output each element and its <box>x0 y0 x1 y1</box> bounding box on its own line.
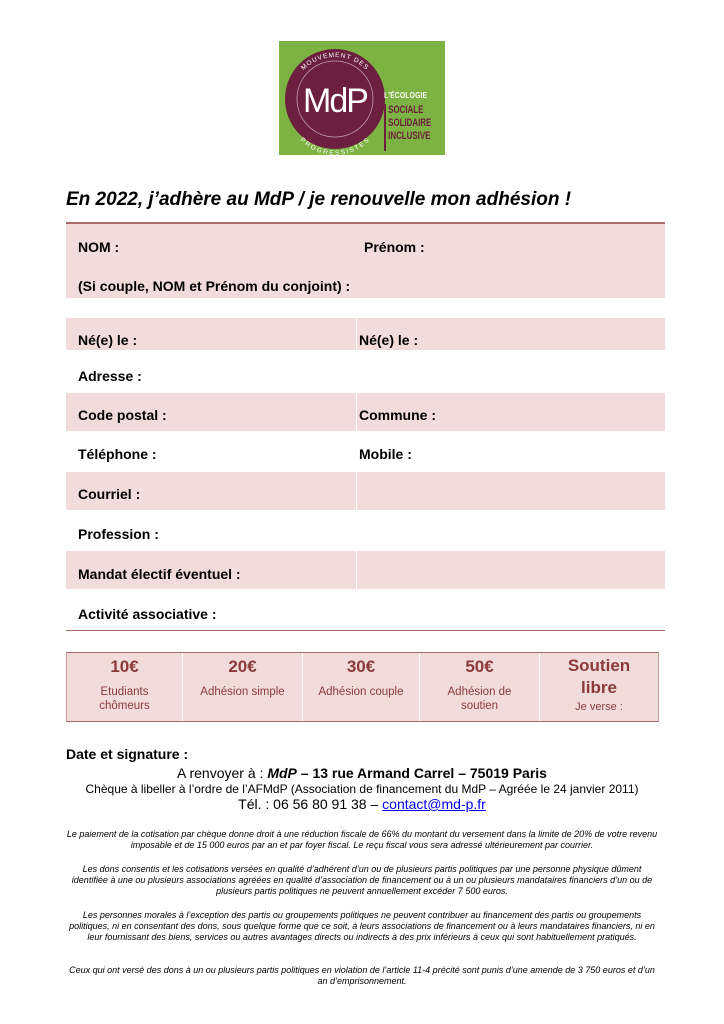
column-divider <box>356 318 357 350</box>
birthdate-label-2: Né(e) le : <box>359 332 419 348</box>
signature-label: Date et signature : <box>66 746 189 762</box>
courriel-label: Courriel : <box>78 486 141 502</box>
price-amount: 20€ <box>228 657 257 676</box>
mobile-label: Mobile : <box>359 446 412 462</box>
price-label-line: Etudiants <box>100 686 149 698</box>
send-to-line <box>0 765 724 781</box>
nom-label: NOM : <box>78 239 120 255</box>
price-amount: 10€ <box>110 657 139 676</box>
price-option-couple[interactable] <box>303 653 420 721</box>
adresse-label: Adresse : <box>78 368 142 384</box>
price-label <box>67 685 182 713</box>
price-label-line: Adhésion de <box>447 686 512 698</box>
logo-tagline-ecologie: L'ÉCOLOGIE <box>384 90 428 100</box>
legal-note: Les personnes morales à l’exception des partis ou groupements politiques ne peuvent contribuer au financement des partis ou groupements politiques, ni en consentant des dons, sous quelque forme que ce soit, à leurs associations de financement ou à leurs mandataires financiers, ni en leur fournissant des biens, services ou autres avantages directs ou indirects à des prix inférieurs à ceux qui sont habituellement pratiqués. <box>69 910 655 942</box>
soutien-line: libre <box>581 678 617 697</box>
conjoint-label: (Si couple, NOM et Prénom du conjoint) : <box>78 278 351 294</box>
price-amount: 30€ <box>346 657 376 676</box>
contact-line <box>0 796 724 812</box>
legal-note: Le paiement de la cotisation par chèque donne droit à une réduction fiscale de 66% du montant du versement dans la limite de 20% de votre revenu imposable et de 15 000 euros par an et par foyer fiscal. Le reçu fiscal vous sera adressé ultérieurement par courrier. <box>66 829 658 850</box>
mandat-label: Mandat électif éventuel : <box>78 566 241 582</box>
phone-number: Tél. : 06 56 80 91 38 – <box>238 796 383 812</box>
logo-ring-top: MOUVEMENT DES <box>299 51 371 72</box>
prenom-label: Prénom : <box>364 239 425 255</box>
send-to-prefix: A renvoyer à : <box>177 765 268 781</box>
legal-note: Les dons consentis et les cotisations versées en qualité d’adhérent d’un ou de plusieurs partis politiques par une personne physique dûment identifiée à une ou plusieurs associations agréées en qualité d’association de financement ou à un ou plusieurs mandataires financiers d’un ou de plusieurs partis politiques ne peuvent annuellement excéder 7 500 euros. <box>71 864 653 896</box>
price-label <box>303 685 419 699</box>
membership-price-table <box>66 652 659 722</box>
logo-tagline-solidaire: SOLIDAIRE <box>388 117 432 129</box>
price-label <box>420 685 539 713</box>
activite-label: Activité associative : <box>78 606 217 622</box>
price-option-libre[interactable] <box>540 653 658 721</box>
send-to-address: – 13 rue Armand Carrel – 75019 Paris <box>296 765 547 781</box>
send-to-org: MdP <box>267 765 297 781</box>
price-label-line: soutien <box>460 700 499 712</box>
price-option-soutien[interactable] <box>420 653 540 721</box>
column-divider <box>356 551 357 589</box>
email-link[interactable]: contact@md-p.fr <box>382 796 486 812</box>
price-label-line: Adhésion couple <box>318 686 404 698</box>
commune-label: Commune : <box>359 407 436 423</box>
logo-tagline-sociale: SOCIALE <box>388 104 424 116</box>
logo-tagline-inclusive: INCLUSIVE <box>388 130 431 142</box>
profession-label: Profession : <box>78 526 159 542</box>
logo-monogram: MdP <box>303 82 367 120</box>
form-bottom-border <box>66 630 665 631</box>
soutien-note: Je verse : <box>575 701 623 713</box>
price-label-line: Adhésion simple <box>200 686 285 698</box>
form-band-email <box>66 472 665 510</box>
soutien-title <box>540 655 658 699</box>
mdp-logo <box>279 41 445 155</box>
price-label-line: chômeurs <box>99 700 150 712</box>
price-option-simple[interactable] <box>183 653 303 721</box>
soutien-line: Soutien <box>567 656 631 675</box>
column-divider <box>356 472 357 510</box>
logo-ring-bottom: PROGRESSISTES <box>298 136 372 155</box>
code-postal-label: Code postal : <box>78 407 167 423</box>
column-divider <box>356 393 357 431</box>
birthdate-label: Né(e) le : <box>78 332 138 348</box>
legal-note: Ceux qui ont versé des dons à un ou plusieurs partis politiques en violation de l’article 11-4 précité sont punis d’une amende de 3 750 euros et d’un an d’emprisonnement. <box>69 965 655 986</box>
price-label <box>183 685 302 699</box>
price-option-etudiants[interactable] <box>67 653 183 721</box>
logo-tagline-box <box>384 104 439 151</box>
cheque-instructions: Chèque à libeller à l’ordre de l’AFMdP (Association de financement du MdP – Agréée le 24 janvier 2011) <box>85 782 639 796</box>
price-amount: 50€ <box>465 657 494 676</box>
page-title: En 2022, j’adhère au MdP / je renouvelle mon adhésion ! <box>66 189 572 210</box>
telephone-label: Téléphone : <box>78 446 157 462</box>
